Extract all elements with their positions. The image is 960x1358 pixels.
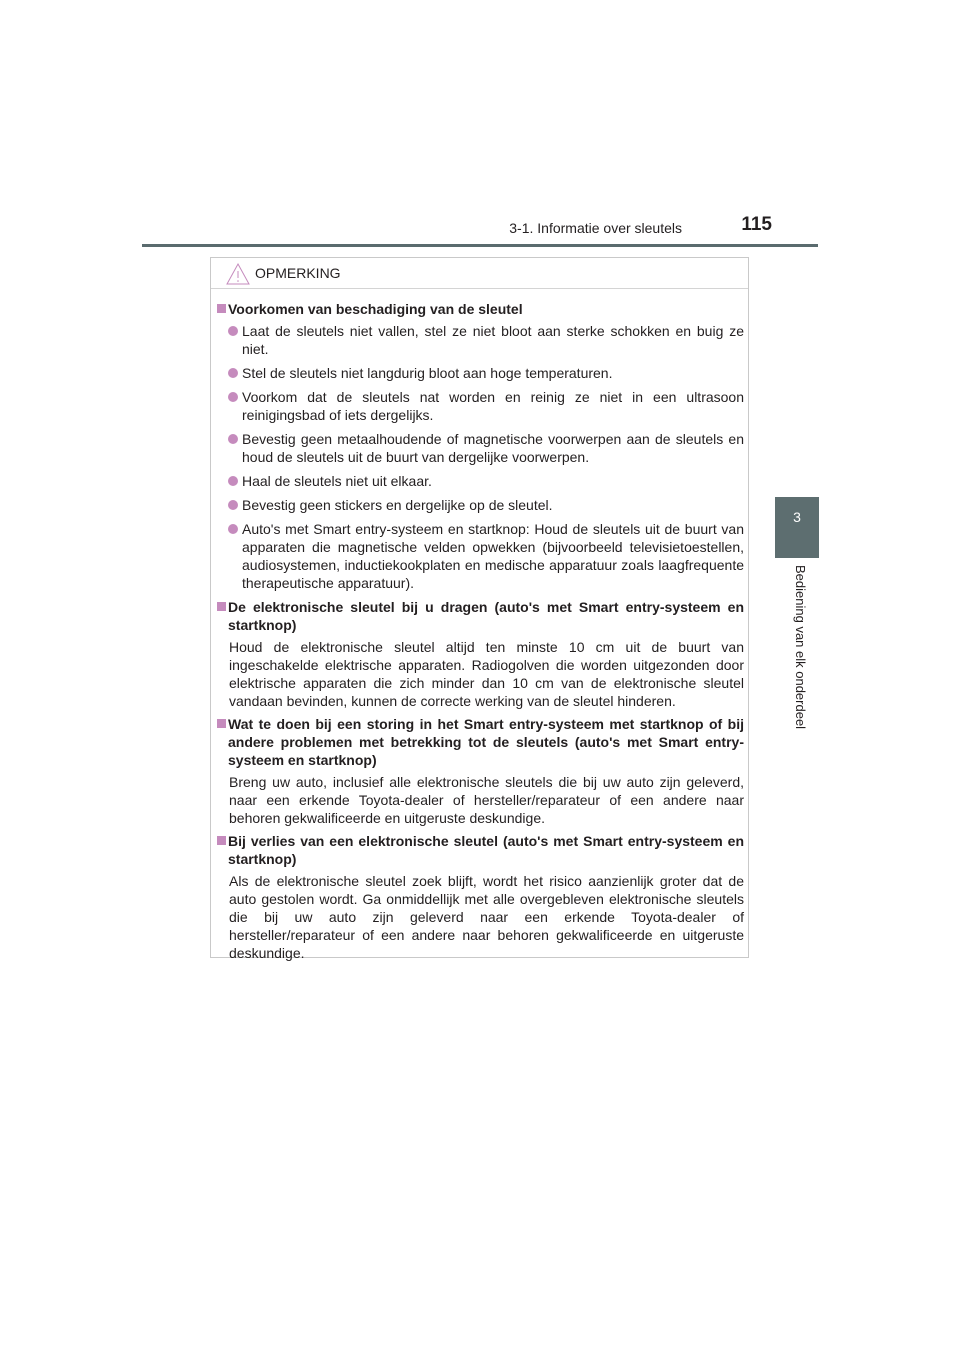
notice-title: OPMERKING [255,265,341,281]
list-item: Bevestig geen metaalhoudende of magnetische voorwerpen aan de sleutels en houd de sleutels uit de buurt van dergelijke voorwerpen. [218,430,744,466]
round-bullet-icon [228,326,238,336]
section-paragraph: Breng uw auto, inclusief alle elektronische sleutels die bij uw auto zijn geleverd, naar een erkende Toyota-dealer of hersteller/reparateur of een andere naar behoren gekwalificeerde en uitgeruste deskundige. [229,774,744,826]
section-title: 3-1. Informatie over sleutels [509,220,682,236]
list-item: Stel de sleutels niet langdurig bloot aan hoge temperaturen. [218,364,744,382]
section-paragraph: Als de elektronische sleutel zoek blijft, wordt het risico aanzienlijk groter dat de auto gestolen wordt. Ga onmiddellijk met alle overgebleven elektronische sleutels die bij uw auto zijn geleverd naar een erkende Toyota-dealer of hersteller/reparateur of een andere naar behoren gekwalificeerde en uitgeruste deskundige. [229,873,744,961]
notice-header [211,258,748,289]
square-bullet-icon [217,304,226,313]
list-item: Bevestig geen stickers en dergelijke op de sleutel. [218,496,744,514]
square-bullet-icon [217,836,226,845]
list-item: Auto's met Smart entry-systeem en startknop: Houd de sleutels uit de buurt van apparaten die magnetische velden opwekken (bijvoorbeeld televisietoestellen, audiosystemen, inductiekookplaten en medische apparatuur zoals laagfrequente therapeutische apparatuur). [218,520,744,592]
section-key-damage [218,300,744,592]
header-rule [142,244,818,247]
round-bullet-icon [228,434,238,444]
section-lost-key [218,832,744,962]
list-item: Voorkom dat de sleutels nat worden en reinig ze niet in een ultrasoon reinigingsbad of iets dergelijks. [218,388,744,424]
chapter-label: Bediening van elk onderdeel [793,565,808,730]
notice-box [210,257,749,961]
section-paragraph: Houd de elektronische sleutel altijd ten minste 10 cm uit de buurt van ingeschakelde elektrische apparaten. Radiogolven die worden uitgezonden door elektrische apparaten die zich minder dan 10 cm van de elektronische sleutel vandaan bevinden, kunnen de correcte werking van de sleutel hinderen. [229,639,744,709]
list-item: Haal de sleutels niet uit elkaar. [218,472,744,490]
round-bullet-icon [228,392,238,402]
square-bullet-icon [217,602,226,611]
round-bullet-icon [228,500,238,510]
chapter-number: 3 [793,509,801,525]
square-bullet-icon [217,719,226,728]
chapter-tab [775,497,819,558]
section-malfunction [218,715,744,827]
section-heading: Voorkomen van beschadiging van de sleutel [218,300,744,318]
section-heading: Bij verlies van een elektronische sleutel (auto's met Smart entry-systeem en startknop) [218,832,744,868]
round-bullet-icon [228,524,238,534]
list-item: Laat de sleutels niet vallen, stel ze niet bloot aan sterke schokken en buig ze niet. [218,322,744,358]
warning-triangle-icon [225,262,251,286]
notice-content [218,300,744,967]
section-heading: Wat te doen bij een storing in het Smart entry-systeem met startknop of bij andere problemen met betrekking tot de sleutels (auto's met Smart entry-systeem en startknop) [218,715,744,769]
round-bullet-icon [228,476,238,486]
page-number: 115 [741,214,772,235]
section-carrying-key [218,598,744,710]
round-bullet-icon [228,368,238,378]
section-heading: De elektronische sleutel bij u dragen (auto's met Smart entry-systeem en startknop) [218,598,744,634]
